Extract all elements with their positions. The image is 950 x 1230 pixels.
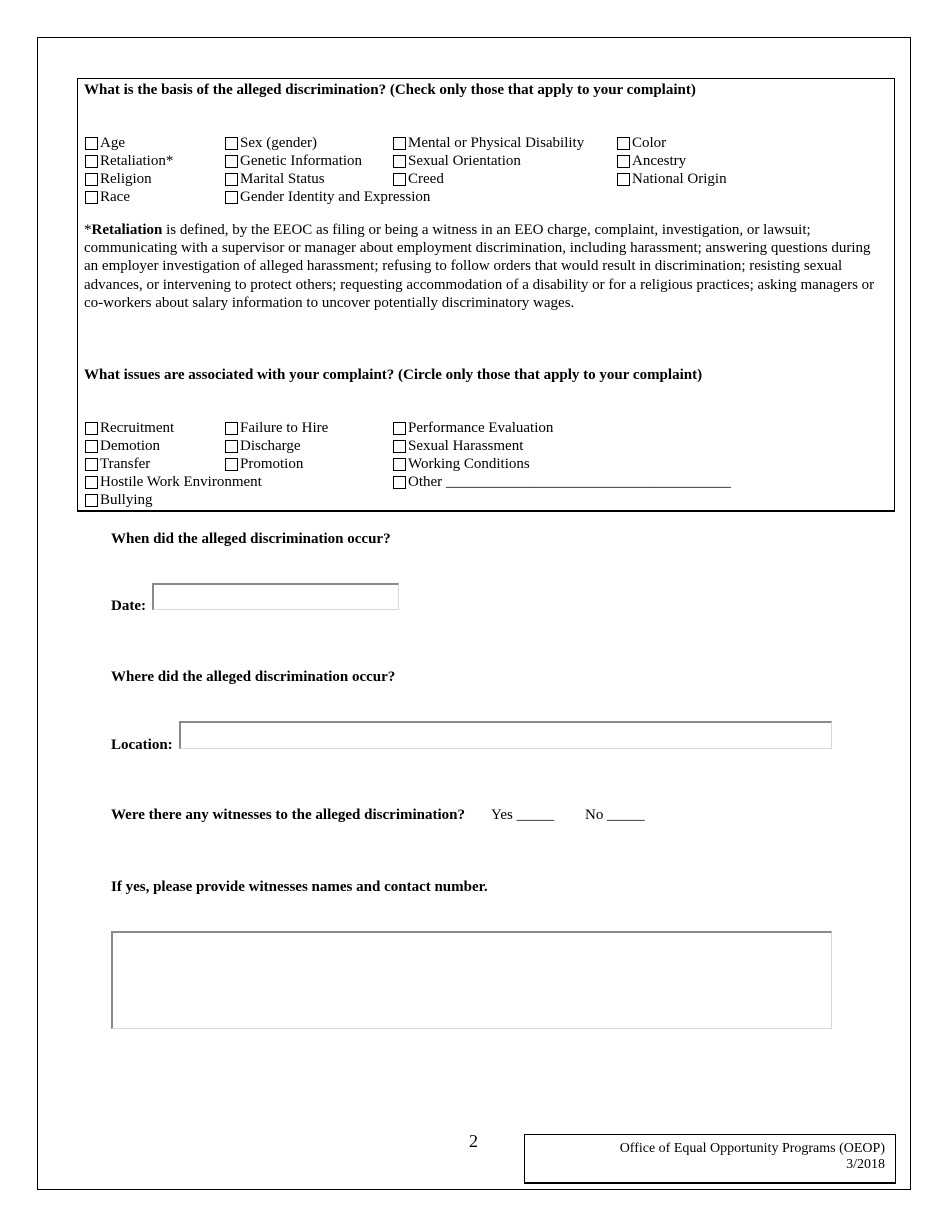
checkbox-label: Sexual Orientation [408, 153, 521, 169]
checkbox-sexual-harassment[interactable] [393, 437, 523, 455]
page-number: 2 [469, 1131, 478, 1151]
checkbox-genetic-information[interactable] [225, 152, 362, 170]
checkbox-gender-identity[interactable] [225, 188, 430, 206]
witnesses-question: Were there any witnesses to the alleged discrimination? [111, 807, 465, 823]
checkbox-box[interactable] [393, 440, 406, 453]
checkbox-label: National Origin [632, 171, 727, 187]
checkbox-box[interactable] [85, 494, 98, 507]
checkbox-box[interactable] [225, 137, 238, 150]
checkbox-box[interactable] [225, 191, 238, 204]
where-question: Where did the alleged discrimination occur? [111, 669, 396, 685]
checkbox-box[interactable] [617, 137, 630, 150]
checkbox-creed[interactable] [393, 170, 444, 188]
checkbox-label: Other ______________________________________ [408, 474, 731, 490]
retaliation-text: is defined, by the EEOC as filing or being a witness in an EEO charge, complaint, investigation, or lawsuit; communicating with a supervisor or manager about employment discrimination, including harassment; answering questions during an employer investigation of alleged harassment; refusing to follow orders that would result in discrimination; resisting sexual advances, or intervening to protect others; requesting accommodation of a disability or for a religious practices; asking managers or co-workers about salary information to uncover potentially discriminatory wages. [84, 222, 875, 311]
checkbox-label: Mental or Physical Disability [408, 135, 585, 151]
checkbox-race[interactable] [85, 188, 130, 206]
checkbox-ancestry[interactable] [617, 152, 686, 170]
checkbox-sexual-orientation[interactable] [393, 152, 521, 170]
checkbox-label: Bullying [100, 492, 153, 508]
footer-office: Office of Equal Opportunity Programs (OEOP) [619, 1141, 885, 1156]
checkbox-box[interactable] [85, 440, 98, 453]
checkbox-sex-gender[interactable] [225, 134, 317, 152]
checkbox-label: Age [100, 135, 125, 151]
checkbox-retaliation[interactable] [85, 152, 173, 170]
checkbox-label: Genetic Information [240, 153, 363, 169]
checkbox-religion[interactable] [85, 170, 152, 188]
checkbox-box[interactable] [225, 422, 238, 435]
checkbox-label: Discharge [240, 438, 301, 454]
checkbox-label: Color [632, 135, 667, 151]
witness-details-prompt: If yes, please provide witnesses names and contact number. [111, 879, 488, 895]
checkbox-box[interactable] [85, 137, 98, 150]
checkbox-other[interactable] [393, 473, 731, 491]
checkbox-label: Promotion [240, 456, 304, 472]
retaliation-definition [84, 221, 884, 312]
checkbox-bullying[interactable] [85, 491, 153, 509]
checkbox-label: Ancestry [632, 153, 687, 169]
checkbox-label: Sex (gender) [240, 135, 318, 151]
checkbox-label: Religion [100, 171, 152, 187]
checkbox-label: Race [100, 189, 130, 205]
checkbox-box[interactable] [617, 173, 630, 186]
checkbox-transfer[interactable] [85, 455, 150, 473]
checkbox-label: Transfer [100, 456, 151, 472]
witness-details-textarea[interactable] [111, 931, 832, 1029]
checkbox-color[interactable] [617, 134, 666, 152]
checkbox-box[interactable] [393, 137, 406, 150]
checkbox-disability[interactable] [393, 134, 584, 152]
checkbox-box[interactable] [85, 173, 98, 186]
checkbox-box[interactable] [393, 173, 406, 186]
checkbox-label: Performance Evaluation [408, 420, 554, 436]
checkbox-failure-to-hire[interactable] [225, 419, 328, 437]
checkbox-promotion[interactable] [225, 455, 303, 473]
checkbox-label: Marital Status [240, 171, 325, 187]
issues-heading: What issues are associated with your complaint? (Circle only those that apply to your complaint) [84, 367, 703, 383]
retaliation-term: Retaliation [91, 222, 163, 238]
checkbox-label: Recruitment [100, 420, 175, 436]
checkbox-box[interactable] [225, 155, 238, 168]
basis-heading: What is the basis of the alleged discrimination? (Check only those that apply to your complaint) [84, 82, 696, 98]
date-label: Date: [111, 598, 146, 614]
checkbox-box[interactable] [85, 458, 98, 471]
checkbox-box[interactable] [393, 458, 406, 471]
checkbox-box[interactable] [225, 173, 238, 186]
checkbox-label: Hostile Work Environment [100, 474, 262, 490]
checkbox-discharge[interactable] [225, 437, 301, 455]
checkbox-demotion[interactable] [85, 437, 160, 455]
when-question: When did the alleged discrimination occur? [111, 531, 391, 547]
checkbox-box[interactable] [393, 422, 406, 435]
date-input[interactable] [152, 583, 399, 610]
checkbox-working-conditions[interactable] [393, 455, 530, 473]
checkbox-label: Working Conditions [408, 456, 530, 472]
checkbox-box[interactable] [85, 476, 98, 489]
checkbox-label: Retaliation* [100, 153, 174, 169]
checkbox-box[interactable] [393, 155, 406, 168]
checkbox-label: Failure to Hire [240, 420, 329, 436]
checkbox-box[interactable] [85, 191, 98, 204]
checkbox-box[interactable] [85, 422, 98, 435]
checkbox-age[interactable] [85, 134, 125, 152]
checkbox-box[interactable] [393, 476, 406, 489]
checkbox-recruitment[interactable] [85, 419, 174, 437]
checkbox-hostile-work-environment[interactable] [85, 473, 262, 491]
witnesses-no[interactable]: No _____ [585, 807, 645, 823]
checkbox-label: Sexual Harassment [408, 438, 524, 454]
checkbox-label: Creed [408, 171, 444, 187]
retaliation-asterisk: * [84, 222, 92, 238]
checkbox-marital-status[interactable] [225, 170, 325, 188]
checkbox-box[interactable] [617, 155, 630, 168]
checkbox-box[interactable] [225, 440, 238, 453]
checkbox-national-origin[interactable] [617, 170, 727, 188]
checkbox-performance-evaluation[interactable] [393, 419, 553, 437]
witnesses-yes[interactable]: Yes _____ [491, 807, 555, 823]
checkbox-label: Gender Identity and Expression [240, 189, 431, 205]
checkbox-box[interactable] [85, 155, 98, 168]
footer-date: 3/2018 [846, 1157, 885, 1172]
footer-box [524, 1134, 896, 1184]
location-label: Location: [111, 737, 173, 753]
checkbox-label: Demotion [100, 438, 160, 454]
location-input[interactable] [179, 721, 832, 749]
checkbox-box[interactable] [225, 458, 238, 471]
